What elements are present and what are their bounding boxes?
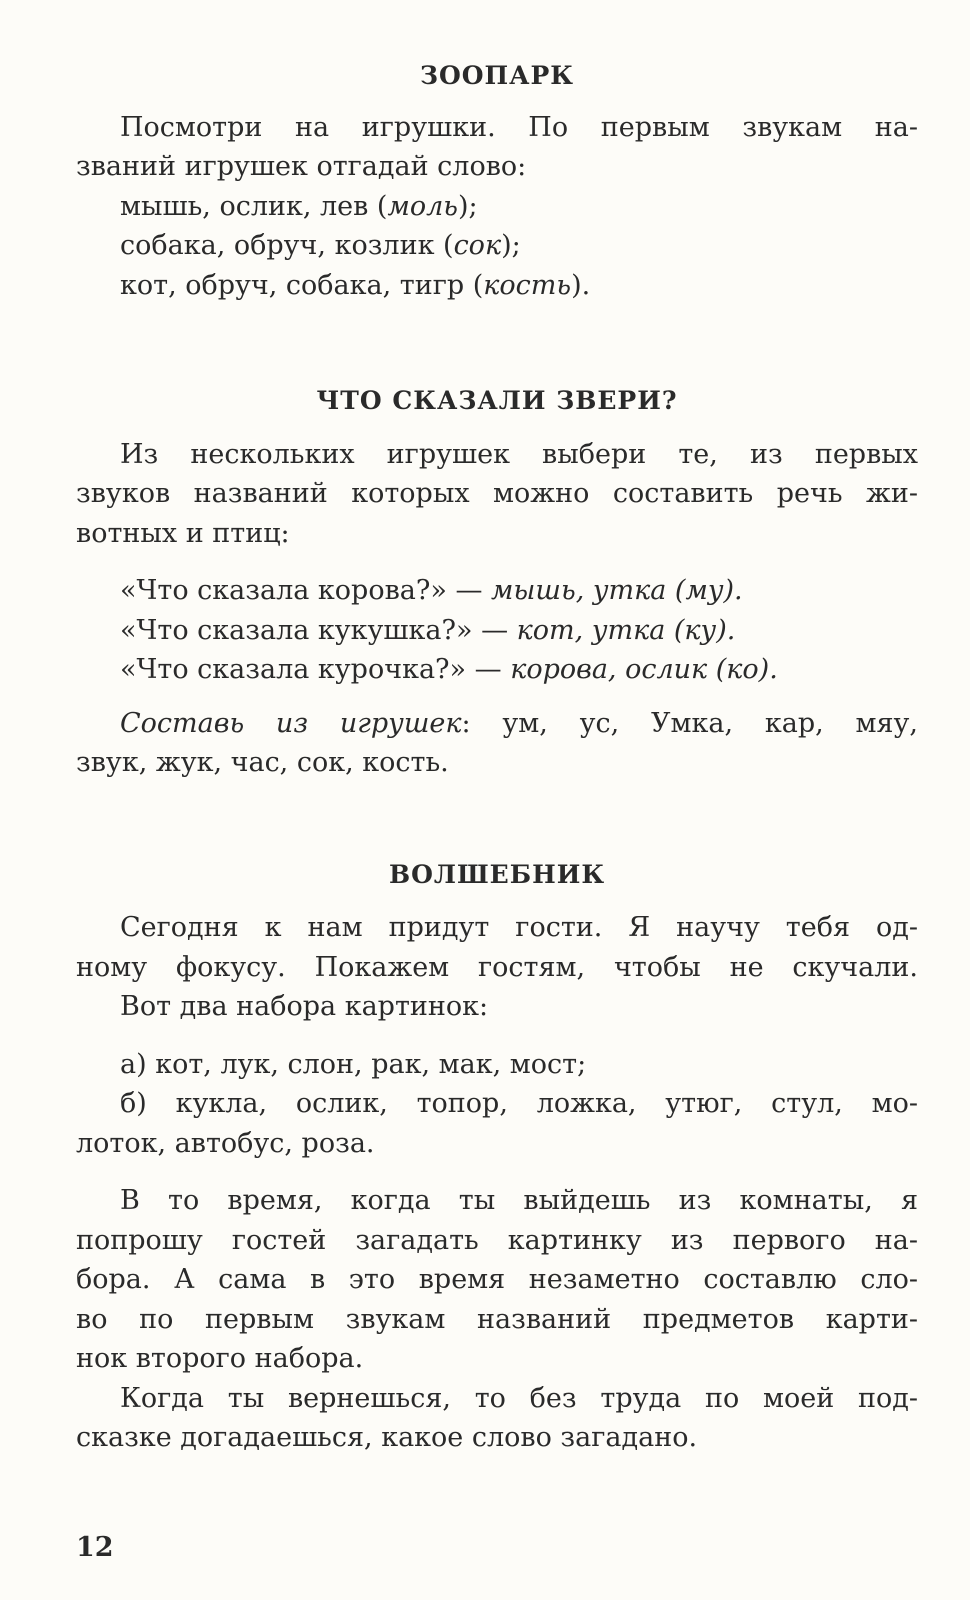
answer-word: моль [387,190,459,222]
volshebnik-para2 [76,1181,918,1379]
page-number: 12 [76,1532,114,1563]
question-line: «Что сказала курочка?» — корова, ослик (ко). [120,654,778,685]
answer-word: сок [453,230,502,261]
task-line: Составь из игрушек: ум, ус, Умка, кар, мяу, [120,707,918,739]
volshebnik-line: бора. А сама в это время незаметно составлю сло- [76,1264,918,1295]
zveri-intro-line: вотных и птиц: [76,517,290,549]
question-line: «Что сказала кукушка?» — кот, утка (ку). [120,614,736,646]
answer-word: кость [483,269,572,301]
volshebnik-line: В то время, когда ты выйдешь из комнаты, я [120,1185,918,1216]
zveri-intro-line: звуков названий которых можно составить речь жи- [76,478,918,509]
task-label: Составь из игрушек [120,707,462,739]
heading-zveri: ЧТО СКАЗАЛИ ЗВЕРИ? [316,386,678,415]
zoopark-para-line: званий игрушек отгадай слово: [76,151,527,182]
zveri-intro-line: Из нескольких игрушек выбери те, из первых [120,438,918,470]
picture-sets [76,1045,918,1164]
volshebnik-line: Когда ты вернешься, то без труда по моей под- [120,1382,918,1414]
zveri-task [76,704,918,783]
zoopark-para-line: Посмотри на игрушки. По первым звукам на- [120,111,918,143]
volshebnik-text [76,908,918,1458]
set-a: а) кот, лук, слон, рак, мак, мост; [120,1048,587,1080]
volshebnik-line: Вот два набора картинок: [120,991,489,1022]
volshebnik-line: Сегодня к нам придут гости. Я научу тебя од- [120,912,918,943]
zoopark-text [76,108,918,306]
set-b-line: лоток, автобус, роза. [76,1127,375,1159]
heading-volshebnik: ВОЛШЕБНИК [388,859,606,889]
zoopark-example-line: мышь, ослик, лев (моль); [120,190,478,222]
question-line: «Что сказала корова?» — мышь, утка (му). [120,575,743,606]
zoopark-example-line: кот, обруч, собака, тигр (кость). [120,269,591,301]
volshebnik-line: нок второго набора. [76,1343,364,1374]
zveri-questions [76,571,918,690]
task-line: звук, жук, час, сок, кость. [76,747,449,778]
heading-zoopark: ЗООПАРК [419,61,575,90]
zoopark-example-line: собака, обруч, козлик (сок); [120,230,521,261]
zveri-text [76,435,918,783]
volshebnik-line: попрошу гостей загадать картинку из первого на- [76,1224,918,1256]
volshebnik-line: ному фокусу. Покажем гостям, чтобы не скучали. [76,951,918,983]
volshebnik-line: во по первым звукам названий предметов карти- [76,1303,918,1335]
set-b-line: б) кукла, ослик, топор, ложка, утюг, стул, мо- [120,1088,918,1119]
volshebnik-line: сказке догадаешься, какое слово загадано. [76,1422,698,1453]
